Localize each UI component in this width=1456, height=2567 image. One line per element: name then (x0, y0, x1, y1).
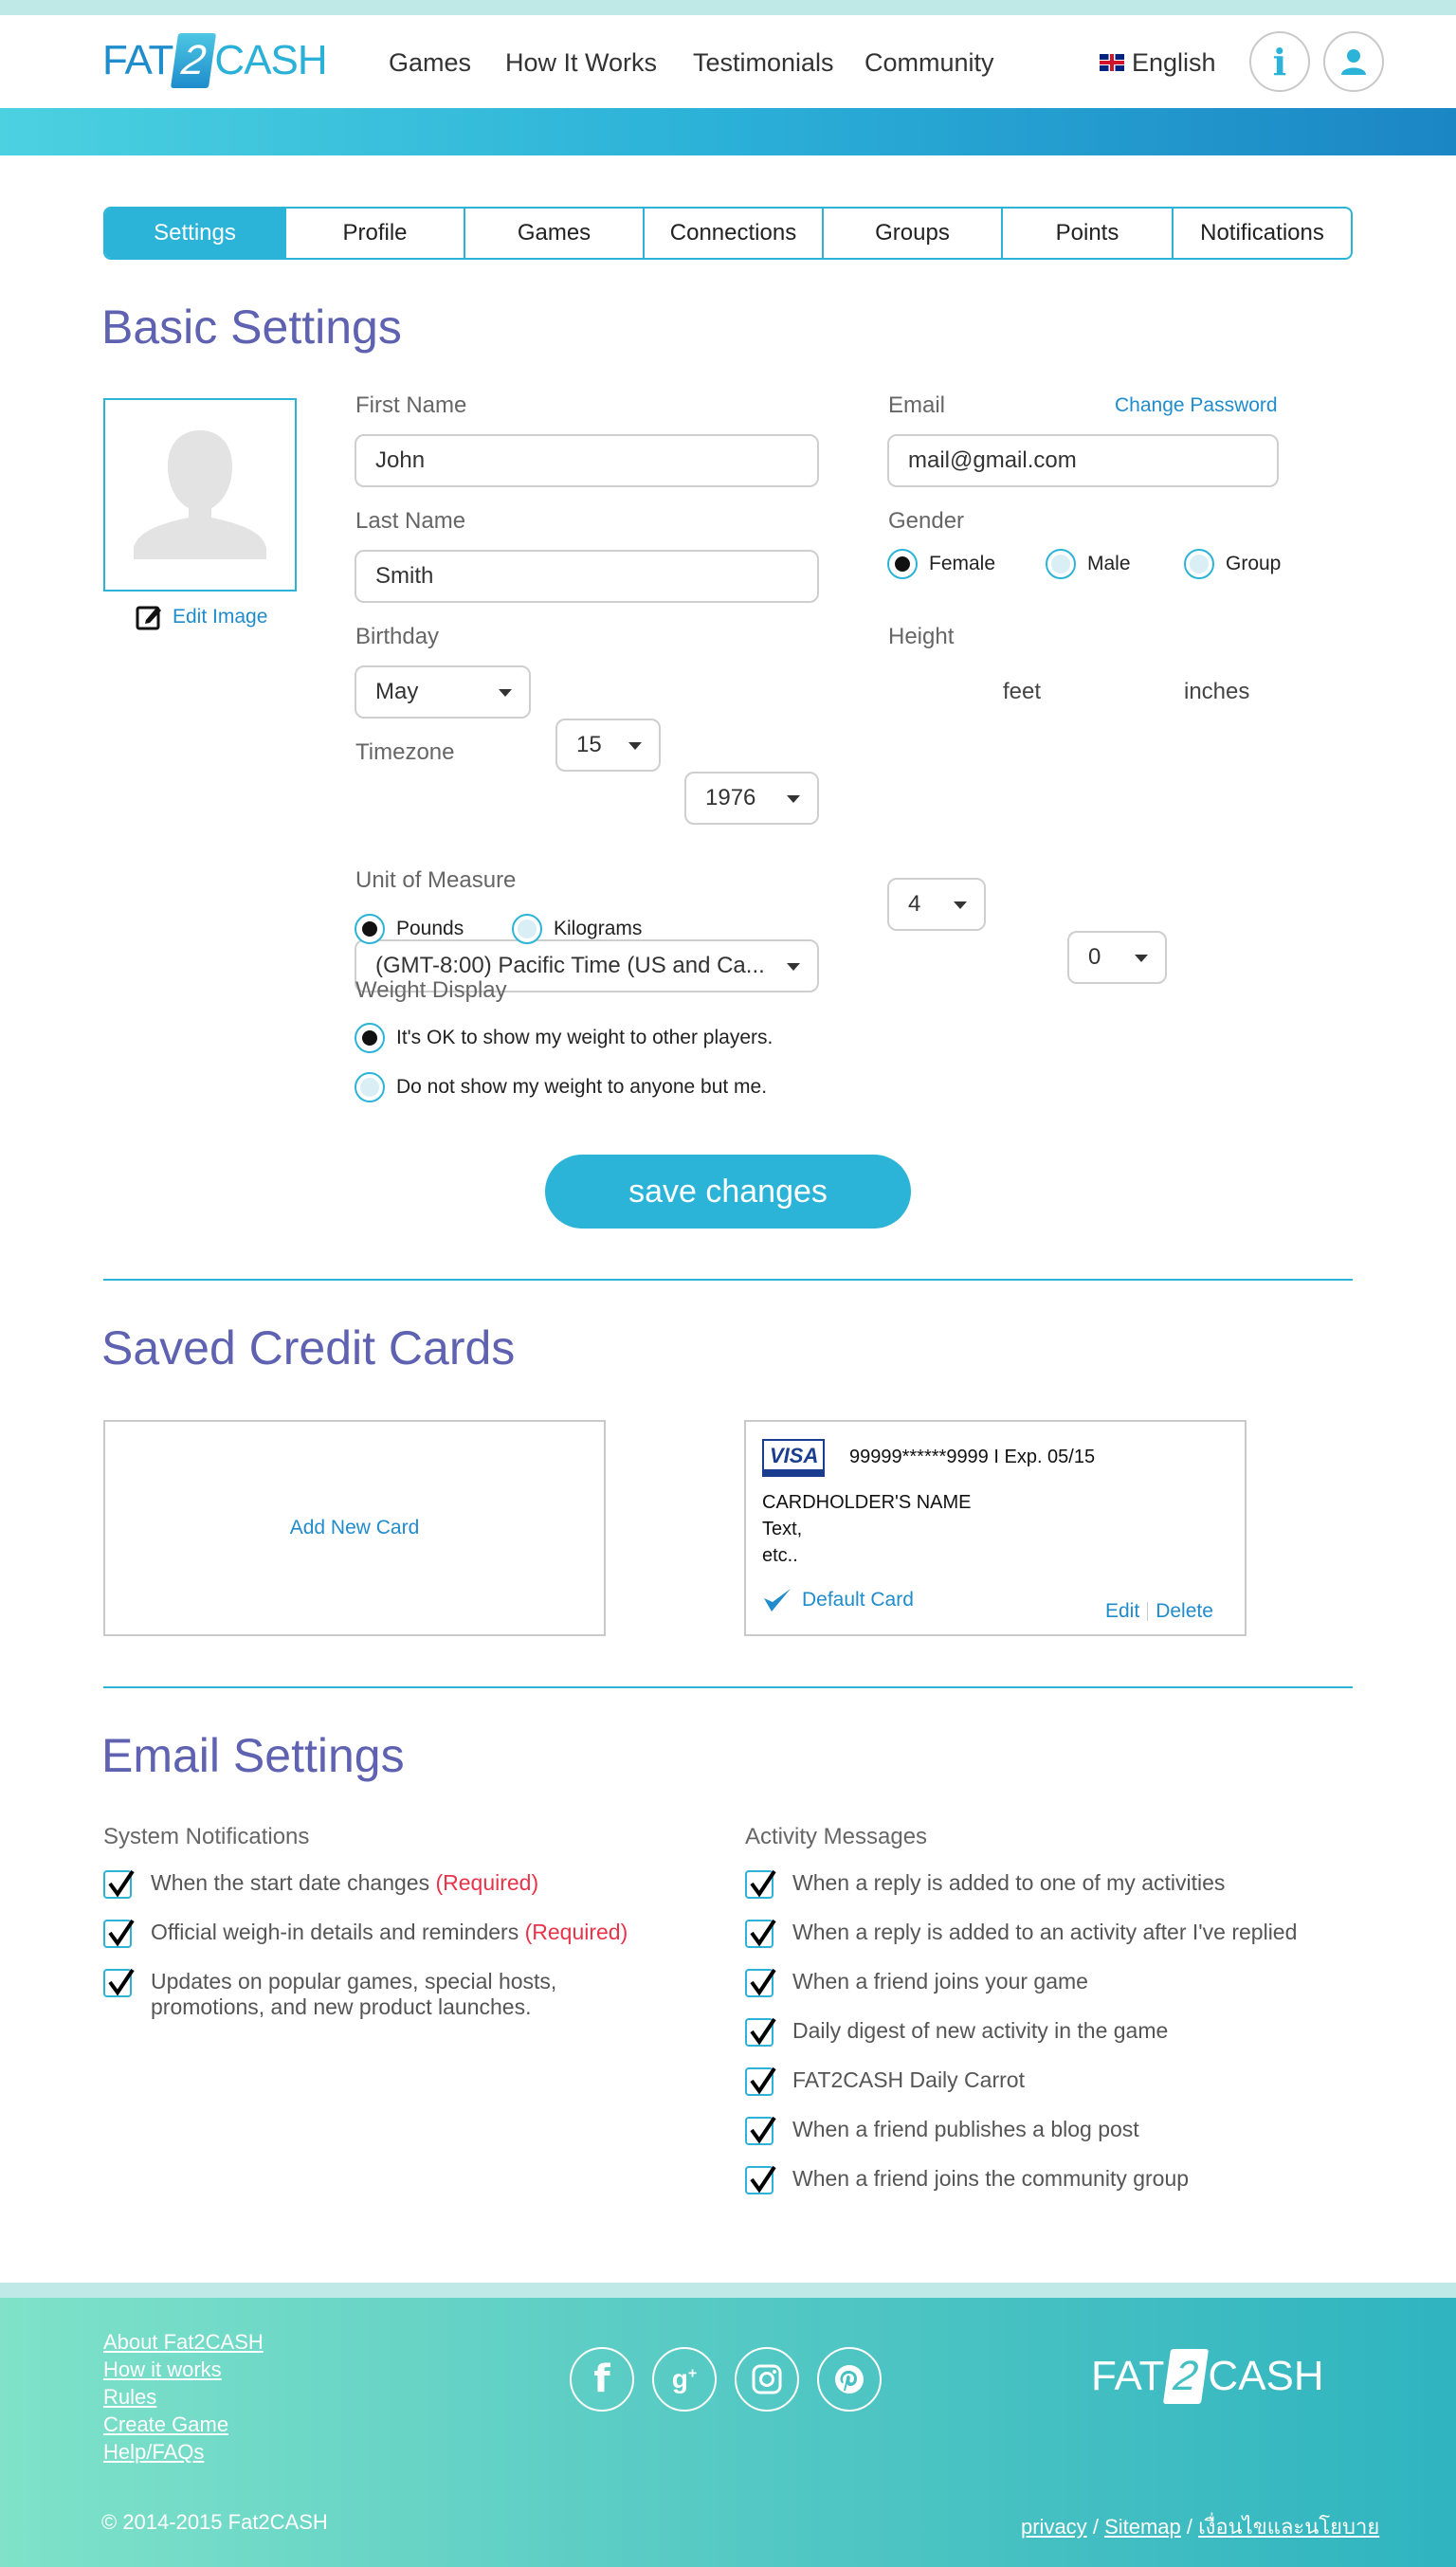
last-name-label: Last Name (355, 508, 466, 534)
email-settings-title: Email Settings (101, 1729, 405, 1782)
last-name-input[interactable]: Smith (355, 550, 819, 603)
radio-unselected-icon (1046, 549, 1076, 579)
birth-year-select[interactable]: 1976 (684, 772, 819, 825)
facebook-icon: f (593, 2358, 610, 2401)
footer-link-help[interactable]: Help/FAQs (103, 2440, 205, 2464)
checkbox-activity-daily-carrot[interactable]: FAT2CASH Daily Carrot (745, 2067, 1025, 2096)
feet-unit-label: feet (1003, 679, 1042, 704)
radio-selected-icon (355, 914, 385, 944)
sitemap-link[interactable]: Sitemap (1104, 2515, 1181, 2539)
activity-messages-title: Activity Messages (745, 1824, 928, 1849)
card-text-line: Text, (762, 1519, 803, 1539)
divider (103, 1686, 1353, 1688)
chevron-down-icon (954, 901, 967, 909)
checkbox-activity-reply-mine[interactable]: When a reply is added to one of my activities (745, 1870, 1225, 1899)
checkbox-activity-friend-joins-game[interactable]: When a friend joins your game (745, 1969, 1088, 1997)
cardholder-name: CARDHOLDER'S NAME (762, 1492, 972, 1513)
radio-unselected-icon (1184, 549, 1214, 579)
tab-points[interactable]: Points (1001, 209, 1172, 258)
nav-testimonials[interactable]: Testimonials (693, 47, 834, 77)
change-password-link[interactable]: Change Password (1115, 394, 1278, 416)
checkbox-checked-icon (745, 1870, 774, 1899)
footer-links (103, 2328, 264, 2466)
tab-profile[interactable]: Profile (284, 209, 464, 258)
birth-day-select[interactable]: 15 (555, 719, 661, 772)
unit-kilograms-radio[interactable]: Kilograms (512, 914, 642, 944)
settings-tabs (103, 207, 1353, 260)
birthday-label: Birthday (355, 624, 440, 649)
checkbox-checked-icon (745, 1969, 774, 1997)
checkbox-checked-icon (103, 1969, 132, 1997)
checkbox-activity-daily-digest[interactable]: Daily digest of new activity in the game (745, 2018, 1168, 2047)
checkbox-checked-icon (745, 2018, 774, 2047)
google-plus-icon: g+ (671, 2364, 698, 2394)
email-label: Email (888, 392, 946, 418)
save-changes-button[interactable]: save changes (545, 1155, 911, 1229)
card-text-line: etc.. (762, 1545, 798, 1566)
chevron-down-icon (1135, 955, 1148, 962)
radio-selected-icon (355, 1023, 385, 1053)
instagram-icon (751, 2363, 783, 2395)
footer-link-about[interactable]: About Fat2CASH (103, 2330, 264, 2354)
logo[interactable]: FAT 2 CASH (102, 32, 327, 89)
legal-links: privacy / Sitemap / เงื่อนไขและนโยบาย (1021, 2515, 1380, 2539)
weight-display-label: Weight Display (355, 977, 507, 1003)
chevron-down-icon (628, 742, 642, 750)
visa-logo: VISA (762, 1439, 825, 1477)
inches-unit-label: inches (1184, 679, 1250, 704)
timezone-select[interactable]: (GMT-8:00) Pacific Time (US and Ca... (355, 939, 819, 992)
nav-how-it-works[interactable]: How It Works (505, 47, 658, 77)
radio-unselected-icon (355, 1072, 385, 1102)
tab-connections[interactable]: Connections (643, 209, 822, 258)
footer-link-create-game[interactable]: Create Game (103, 2412, 229, 2436)
radio-unselected-icon (512, 914, 542, 944)
height-label: Height (888, 624, 955, 649)
checkbox-checked-icon (745, 2117, 774, 2145)
checkbox-system-updates[interactable]: Updates on popular games, special hosts, promotions, and new product launches. (103, 1969, 634, 2020)
checkbox-checked-icon (103, 1920, 132, 1948)
instagram-button[interactable] (735, 2347, 799, 2412)
nav-community[interactable]: Community (864, 47, 994, 77)
user-button[interactable] (1323, 31, 1384, 92)
checkbox-system-weigh-in[interactable]: Official weigh-in details and reminders (Required) (103, 1920, 672, 1948)
avatar-placeholder-icon (105, 400, 295, 590)
uk-flag-icon (1100, 54, 1124, 71)
tab-notifications[interactable]: Notifications (1172, 209, 1351, 258)
checkbox-activity-blog-post[interactable]: When a friend publishes a blog post (745, 2117, 1139, 2145)
footer-logo[interactable]: FAT 2 CASH (1091, 2349, 1324, 2404)
footer-link-how-it-works[interactable]: How it works (103, 2358, 222, 2381)
pinterest-icon (832, 2362, 866, 2396)
checkbox-checked-icon (745, 1920, 774, 1948)
checkmark-icon (762, 1587, 792, 1613)
checkbox-checked-icon (103, 1870, 132, 1899)
checkbox-checked-icon (745, 2067, 774, 2096)
google-plus-button[interactable] (652, 2347, 717, 2412)
gender-label: Gender (888, 508, 965, 534)
info-button[interactable] (1249, 31, 1310, 92)
tab-games[interactable]: Games (464, 209, 643, 258)
edit-image-link[interactable]: Edit Image (135, 603, 267, 631)
header-banner (0, 108, 1456, 155)
copyright: © 2014-2015 Fat2CASH (101, 2510, 328, 2534)
weight-hide-radio[interactable]: Do not show my weight to anyone but me. (355, 1072, 767, 1102)
chevron-down-icon (787, 795, 800, 803)
footer-link-rules[interactable]: Rules (103, 2385, 157, 2409)
basic-settings-title: Basic Settings (101, 300, 402, 354)
birth-month-select[interactable]: May (355, 665, 531, 719)
height-inches-select[interactable]: 0 (1067, 931, 1167, 984)
timezone-label: Timezone (355, 739, 455, 765)
saved-card (744, 1420, 1247, 1636)
delete-card-link[interactable]: Delete (1156, 1600, 1213, 1622)
privacy-link[interactable]: privacy (1021, 2515, 1087, 2539)
chevron-down-icon (787, 963, 800, 971)
gender-group-radio[interactable]: Group (1184, 549, 1281, 579)
divider (103, 1279, 1353, 1281)
weight-show-radio[interactable]: It's OK to show my weight to other players. (355, 1023, 773, 1053)
edit-icon (135, 603, 163, 631)
checkbox-activity-reply-after[interactable]: When a reply is added to an activity after I've replied (745, 1920, 1297, 1948)
pinterest-button[interactable] (817, 2347, 882, 2412)
first-name-input[interactable]: John (355, 434, 819, 487)
edit-card-link[interactable]: Edit (1105, 1600, 1140, 1622)
radio-selected-icon (887, 549, 918, 579)
top-strip (0, 0, 1456, 15)
avatar[interactable] (103, 398, 297, 592)
gender-female-radio[interactable]: Female (887, 549, 995, 579)
card-number: 99999******9999 I Exp. 05/15 (849, 1447, 1096, 1467)
default-card-indicator: Default Card (762, 1587, 914, 1613)
add-new-card[interactable]: Add New Card (103, 1420, 606, 1636)
chevron-down-icon (499, 689, 512, 697)
facebook-button[interactable] (570, 2347, 634, 2412)
user-icon (1338, 46, 1369, 77)
tab-settings[interactable]: Settings (105, 209, 284, 258)
terms-link[interactable]: เงื่อนไขและนโยบาย (1198, 2515, 1380, 2539)
language-selector[interactable]: English (1100, 44, 1216, 82)
checkbox-system-start-date[interactable]: When the start date changes (Required) (103, 1870, 672, 1899)
footer-strip (0, 2283, 1456, 2298)
saved-cards-title: Saved Credit Cards (101, 1321, 516, 1375)
tab-groups[interactable]: Groups (822, 209, 1001, 258)
height-feet-select[interactable]: 4 (887, 878, 986, 931)
info-icon: i (1272, 40, 1287, 83)
checkbox-checked-icon (745, 2166, 774, 2194)
unit-of-measure-label: Unit of Measure (355, 867, 517, 893)
checkbox-activity-community-group[interactable]: When a friend joins the community group (745, 2166, 1189, 2194)
gender-male-radio[interactable]: Male (1046, 549, 1131, 579)
email-input[interactable]: mail@gmail.com (887, 434, 1279, 487)
first-name-label: First Name (355, 392, 467, 418)
nav-games[interactable]: Games (389, 47, 472, 77)
system-notifications-title: System Notifications (103, 1824, 310, 1849)
unit-pounds-radio[interactable]: Pounds (355, 914, 464, 944)
